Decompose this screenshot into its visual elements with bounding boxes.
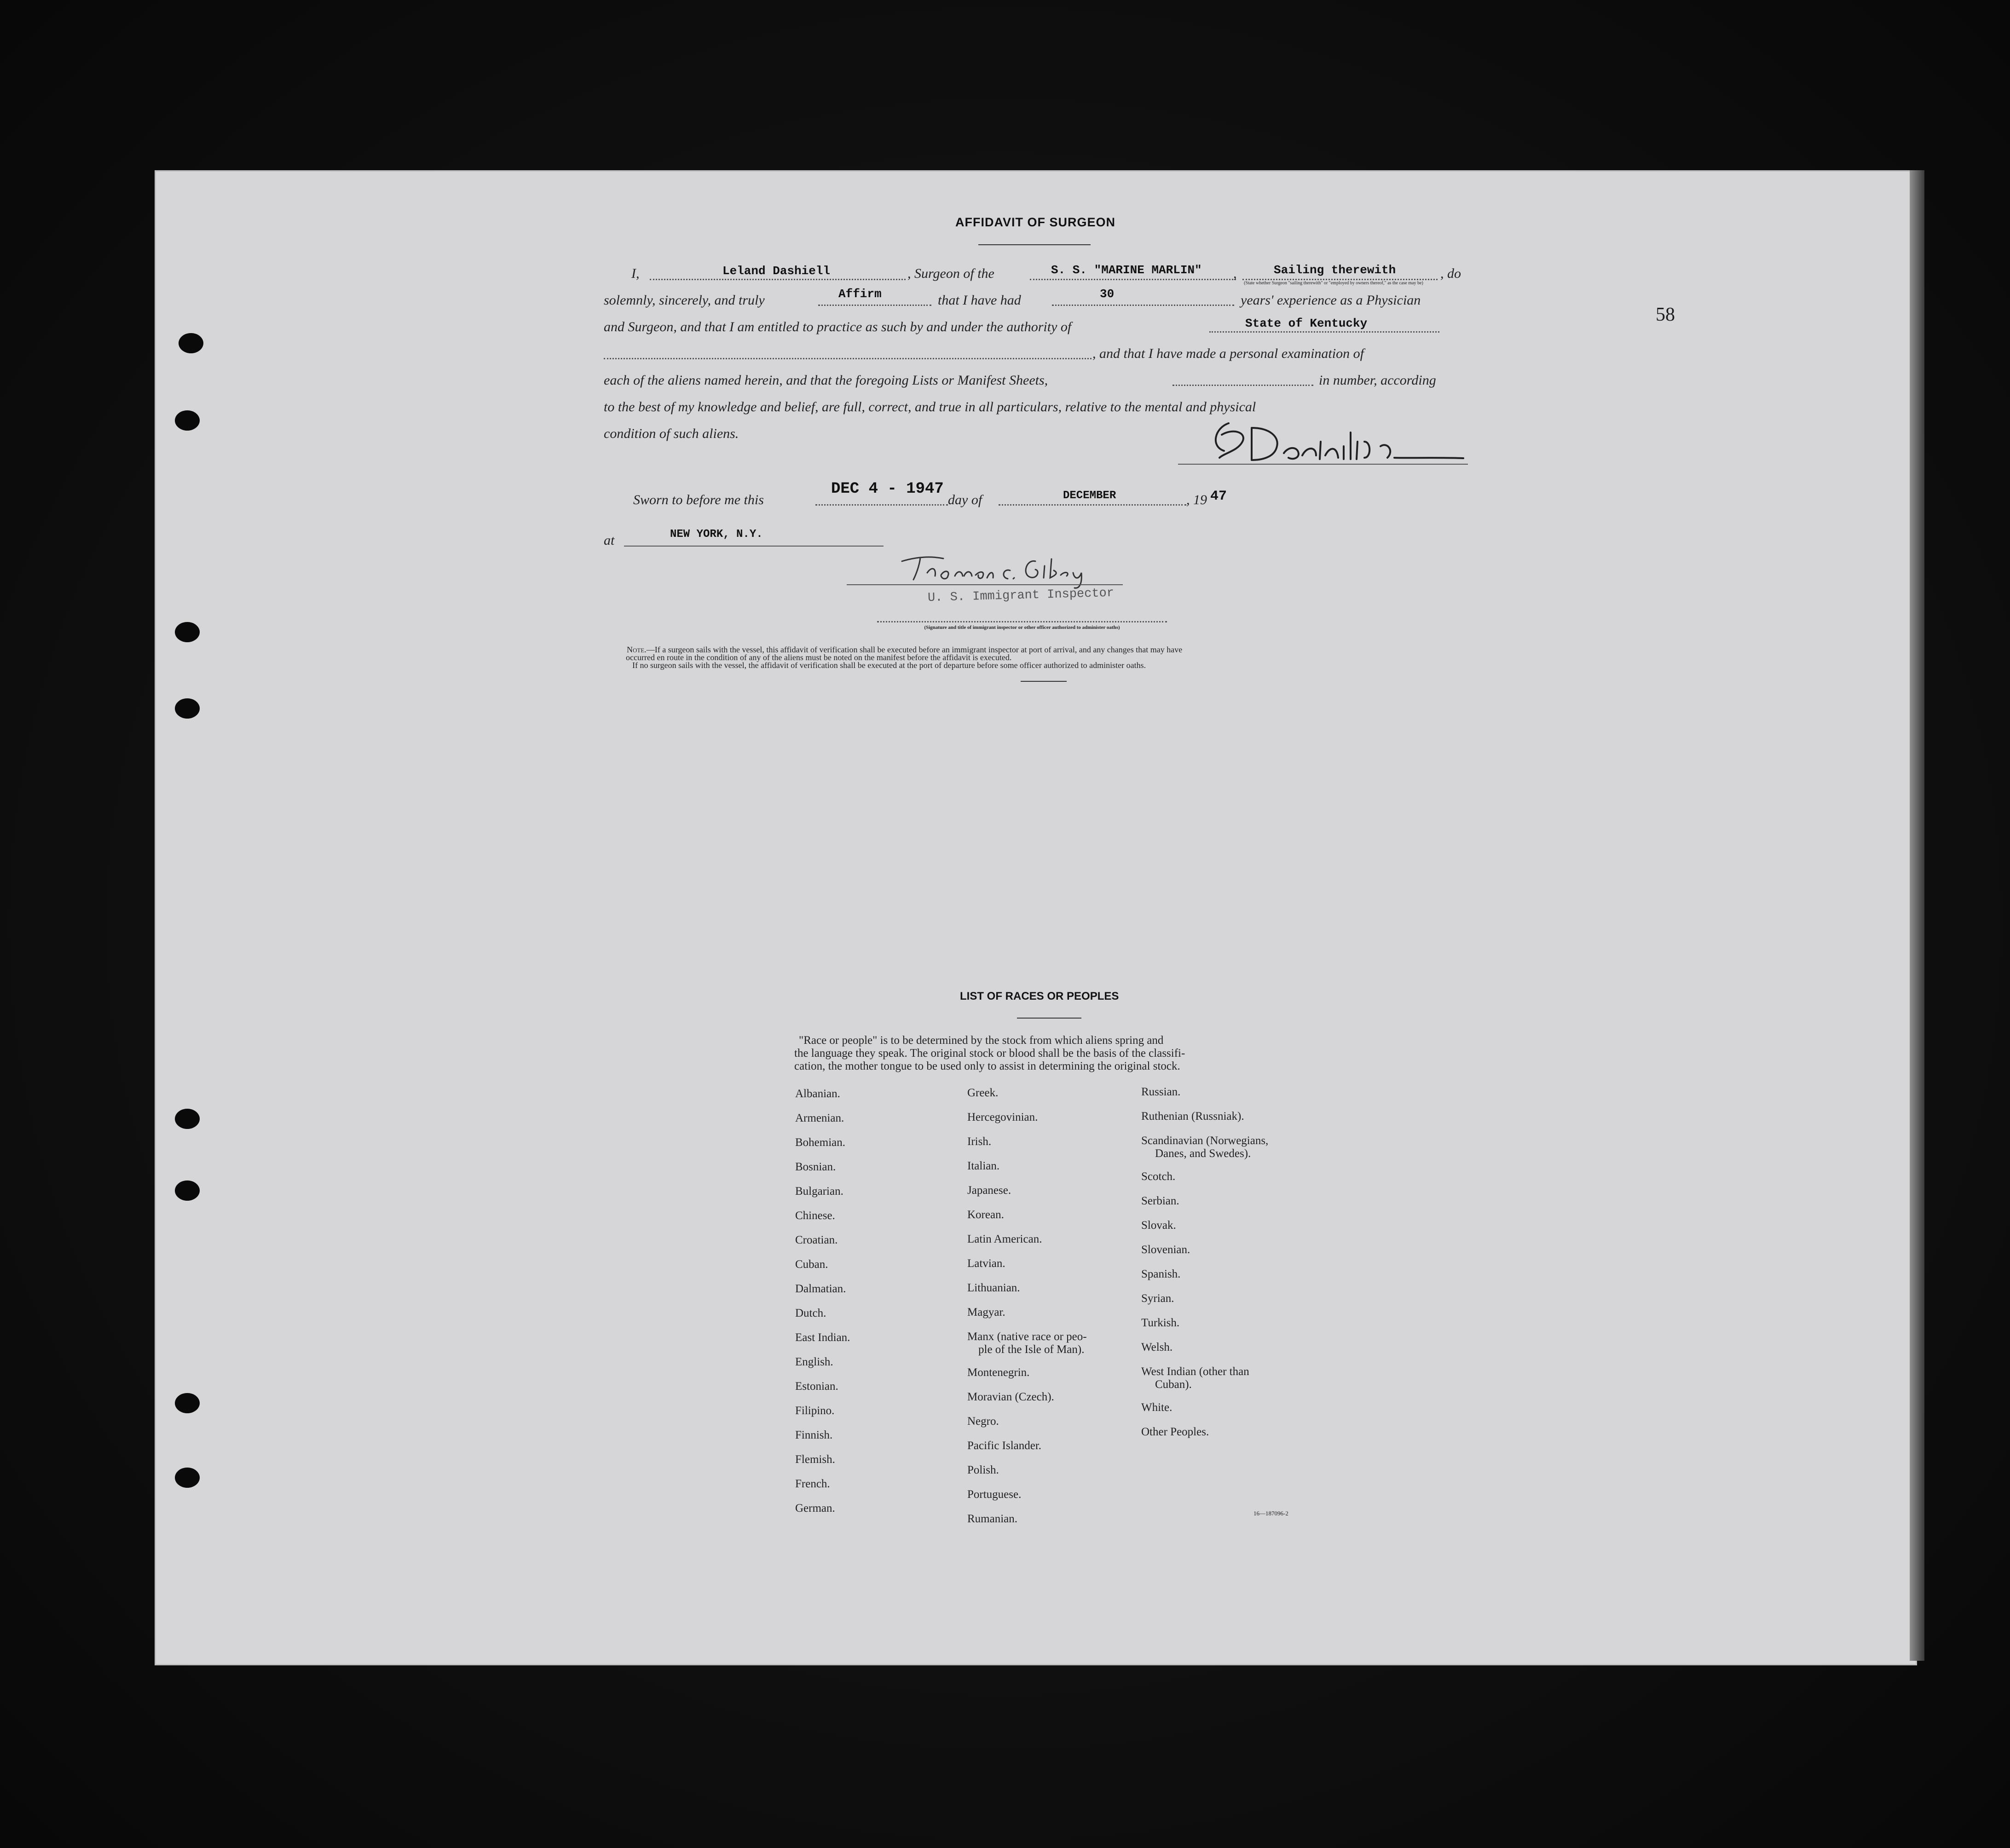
race-item: Other Peoples. bbox=[1141, 1426, 1209, 1438]
sworn-text: Sworn to before me this bbox=[633, 492, 764, 507]
vessel-name: S. S. "MARINE MARLIN" bbox=[1051, 263, 1202, 277]
intro-line-2: the language they speak. The original stock or blood shall be the basis of the classifi- bbox=[794, 1047, 1185, 1059]
race-item: Croatian. bbox=[795, 1234, 838, 1246]
place-at: at bbox=[604, 533, 615, 548]
race-item: German. bbox=[795, 1502, 835, 1514]
race-item: Korean. bbox=[967, 1209, 1004, 1221]
race-item: Latvian. bbox=[967, 1257, 1005, 1270]
race-item: Magyar. bbox=[967, 1306, 1005, 1318]
race-item: Lithuanian. bbox=[967, 1282, 1020, 1294]
race-item: White. bbox=[1141, 1401, 1172, 1414]
punch-hole bbox=[175, 1393, 200, 1413]
affidavit-title: AFFIDAVIT OF SURGEON bbox=[955, 215, 1115, 229]
race-item: Slovenian. bbox=[1141, 1244, 1190, 1256]
note-label: Note. bbox=[627, 645, 647, 654]
race-item: French. bbox=[795, 1478, 830, 1490]
affidavit-knowledge: to the best of my knowledge and belief, are full, correct, and true in all particulars, relative to the mental and physical bbox=[604, 399, 1256, 415]
race-item: Ruthenian (Russniak). bbox=[1141, 1110, 1244, 1123]
affidavit-i: I, bbox=[631, 266, 640, 281]
race-item-continued: Danes, and Swedes). bbox=[1155, 1147, 1251, 1160]
race-item: Bulgarian. bbox=[795, 1185, 843, 1197]
sailing-line bbox=[1242, 279, 1438, 280]
sailing-note: (State whether Surgeon "sailing therewith" or "employed by owners thereof," as the case may be) bbox=[1244, 281, 1423, 286]
race-item: Irish. bbox=[967, 1135, 992, 1148]
note-line-3: If no surgeon sails with the vessel, the affidavit of verification shall be executed at the port of departure before some officer authorized to administer oaths. bbox=[632, 661, 1146, 670]
affidavit-entitled: and Surgeon, and that I am entitled to practice as such by and under the authority of bbox=[604, 319, 1072, 334]
sworn-year: 47 bbox=[1210, 489, 1227, 504]
race-item: Armenian. bbox=[795, 1112, 844, 1124]
surgeon-name-line bbox=[650, 279, 906, 280]
note-divider bbox=[1021, 681, 1067, 682]
affidavit-in-number: in number, according bbox=[1319, 373, 1436, 388]
place-value: NEW YORK, N.Y. bbox=[670, 528, 763, 541]
sailing-status: Sailing therewith bbox=[1274, 263, 1396, 277]
race-item: Cuban. bbox=[795, 1258, 828, 1271]
punch-hole bbox=[175, 1468, 200, 1488]
race-item: Welsh. bbox=[1141, 1341, 1173, 1353]
race-item: Finnish. bbox=[795, 1429, 833, 1441]
authority-value: State of Kentucky bbox=[1245, 317, 1368, 330]
inspector-title-line bbox=[877, 621, 1167, 622]
punch-hole bbox=[175, 410, 200, 431]
sworn-year-prefix: , 19 bbox=[1186, 492, 1207, 507]
race-item: Flemish. bbox=[795, 1453, 835, 1466]
sworn-month-line bbox=[999, 504, 1186, 506]
race-item: Japanese. bbox=[967, 1184, 1011, 1197]
race-item: Bohemian. bbox=[795, 1136, 846, 1149]
race-item: Chinese. bbox=[795, 1209, 835, 1222]
punch-hole bbox=[175, 1109, 200, 1129]
race-item: Dalmatian. bbox=[795, 1283, 846, 1295]
affidavit-examination: , and that I have made a personal examination of bbox=[1092, 346, 1364, 361]
race-item: Spanish. bbox=[1141, 1268, 1181, 1280]
place-line bbox=[624, 546, 884, 547]
affidavit-condition: condition of such aliens. bbox=[604, 426, 739, 441]
surgeon-signature bbox=[1178, 414, 1473, 469]
inspector-signature-line bbox=[847, 584, 1123, 585]
race-item: Bosnian. bbox=[795, 1161, 836, 1173]
intro-line-3: cation, the mother tongue to be used only to assist in determining the original stock. bbox=[794, 1060, 1180, 1072]
signature-caption: (Signature and title of immigrant inspector or other officer authorized to administer oaths) bbox=[924, 625, 1120, 630]
race-item: Turkish. bbox=[1141, 1317, 1180, 1329]
race-item: English. bbox=[795, 1356, 833, 1368]
page-number: 58 bbox=[1656, 304, 1675, 325]
race-item: Moravian (Czech). bbox=[967, 1391, 1054, 1403]
race-item: Rumanian. bbox=[967, 1513, 1018, 1525]
comma: , bbox=[1233, 266, 1237, 281]
sheets-count-line bbox=[1172, 385, 1313, 386]
surgeon-signature-line bbox=[1178, 464, 1468, 465]
sworn-day-stamp: DEC 4 - 1947 bbox=[831, 480, 944, 498]
page-edge bbox=[1910, 170, 1924, 1661]
race-item: Dutch. bbox=[795, 1307, 826, 1319]
race-item: Hercegovinian. bbox=[967, 1111, 1038, 1123]
races-intro bbox=[794, 1034, 1314, 1073]
sworn-day-of: day of bbox=[948, 492, 982, 507]
affidavit-surgeon-of: , Surgeon of the bbox=[907, 266, 994, 281]
inspector-signature bbox=[893, 547, 1123, 589]
sworn-month: DECEMBER bbox=[1063, 489, 1116, 502]
race-item: Portuguese. bbox=[967, 1488, 1022, 1501]
punch-hole bbox=[175, 1180, 200, 1201]
race-item: Negro. bbox=[967, 1415, 999, 1428]
race-item: Italian. bbox=[967, 1160, 1000, 1172]
race-item-continued: Cuban). bbox=[1155, 1378, 1192, 1391]
race-item: West Indian (other than bbox=[1141, 1365, 1249, 1378]
affidavit-each-alien: each of the aliens named herein, and that the foregoing Lists or Manifest Sheets, bbox=[604, 373, 1048, 388]
races-column-2 bbox=[967, 1087, 1087, 1537]
title-underline bbox=[978, 244, 1091, 245]
race-item: East Indian. bbox=[795, 1331, 850, 1344]
race-item-continued: ple of the Isle of Man). bbox=[978, 1343, 1085, 1356]
race-item: Russian. bbox=[1141, 1086, 1181, 1098]
years-value: 30 bbox=[1100, 287, 1115, 301]
race-item: Albanian. bbox=[795, 1088, 840, 1100]
affidavit-note bbox=[627, 646, 1473, 669]
sworn-day-line bbox=[815, 504, 948, 506]
race-item: Pacific Islander. bbox=[967, 1439, 1042, 1452]
race-item: Slovak. bbox=[1141, 1219, 1176, 1232]
vessel-line bbox=[1030, 279, 1236, 280]
race-item: Estonian. bbox=[795, 1380, 838, 1393]
affidavit-do: , do bbox=[1440, 266, 1461, 281]
races-title-underline bbox=[1017, 1018, 1081, 1019]
surgeon-name: Leland Dashiell bbox=[722, 264, 831, 278]
punch-hole bbox=[179, 333, 203, 353]
race-item: Scotch. bbox=[1141, 1170, 1176, 1183]
years-line bbox=[1052, 305, 1234, 306]
race-item: Latin American. bbox=[967, 1233, 1042, 1245]
affidavit-have-had: that I have had bbox=[938, 293, 1021, 308]
form-code: 16—187096-2 bbox=[1253, 1510, 1288, 1517]
affidavit-solemnly: solemnly, sincerely, and truly bbox=[604, 293, 765, 308]
race-item: Greek. bbox=[967, 1087, 999, 1099]
races-column-1 bbox=[795, 1088, 850, 1526]
races-column-3 bbox=[1141, 1086, 1268, 1450]
punch-hole bbox=[175, 698, 200, 719]
race-item: Syrian. bbox=[1141, 1292, 1174, 1305]
inspector-title-stamp: U. S. Immigrant Inspector bbox=[927, 586, 1115, 605]
authority-line-2 bbox=[604, 358, 1092, 359]
race-item: Filipino. bbox=[795, 1405, 835, 1417]
affidavit-experience: years' experience as a Physician bbox=[1241, 293, 1421, 308]
races-title: LIST OF RACES OR PEOPLES bbox=[960, 990, 1119, 1002]
note-line-2: occurred en route in the condition of any of the aliens must be noted on the manifest before the affidavit is executed. bbox=[626, 653, 1012, 662]
race-item: Polish. bbox=[967, 1464, 999, 1476]
intro-line-1: "Race or people" is to be determined by the stock from which aliens spring and bbox=[799, 1034, 1164, 1047]
race-item: Montenegrin. bbox=[967, 1366, 1030, 1379]
authority-line bbox=[1209, 331, 1439, 333]
affirm-value: Affirm bbox=[838, 287, 882, 301]
race-item: Scandinavian (Norwegians, bbox=[1141, 1134, 1269, 1147]
punch-hole bbox=[175, 622, 200, 642]
affirm-line bbox=[818, 305, 931, 306]
note-text-1: —If a surgeon sails with the vessel, this affidavit of verification shall be executed before an immigrant inspector at port of arrival, and any changes that may have bbox=[646, 645, 1183, 654]
race-item: Manx (native race or peo- bbox=[967, 1330, 1087, 1343]
race-item: Serbian. bbox=[1141, 1195, 1179, 1207]
